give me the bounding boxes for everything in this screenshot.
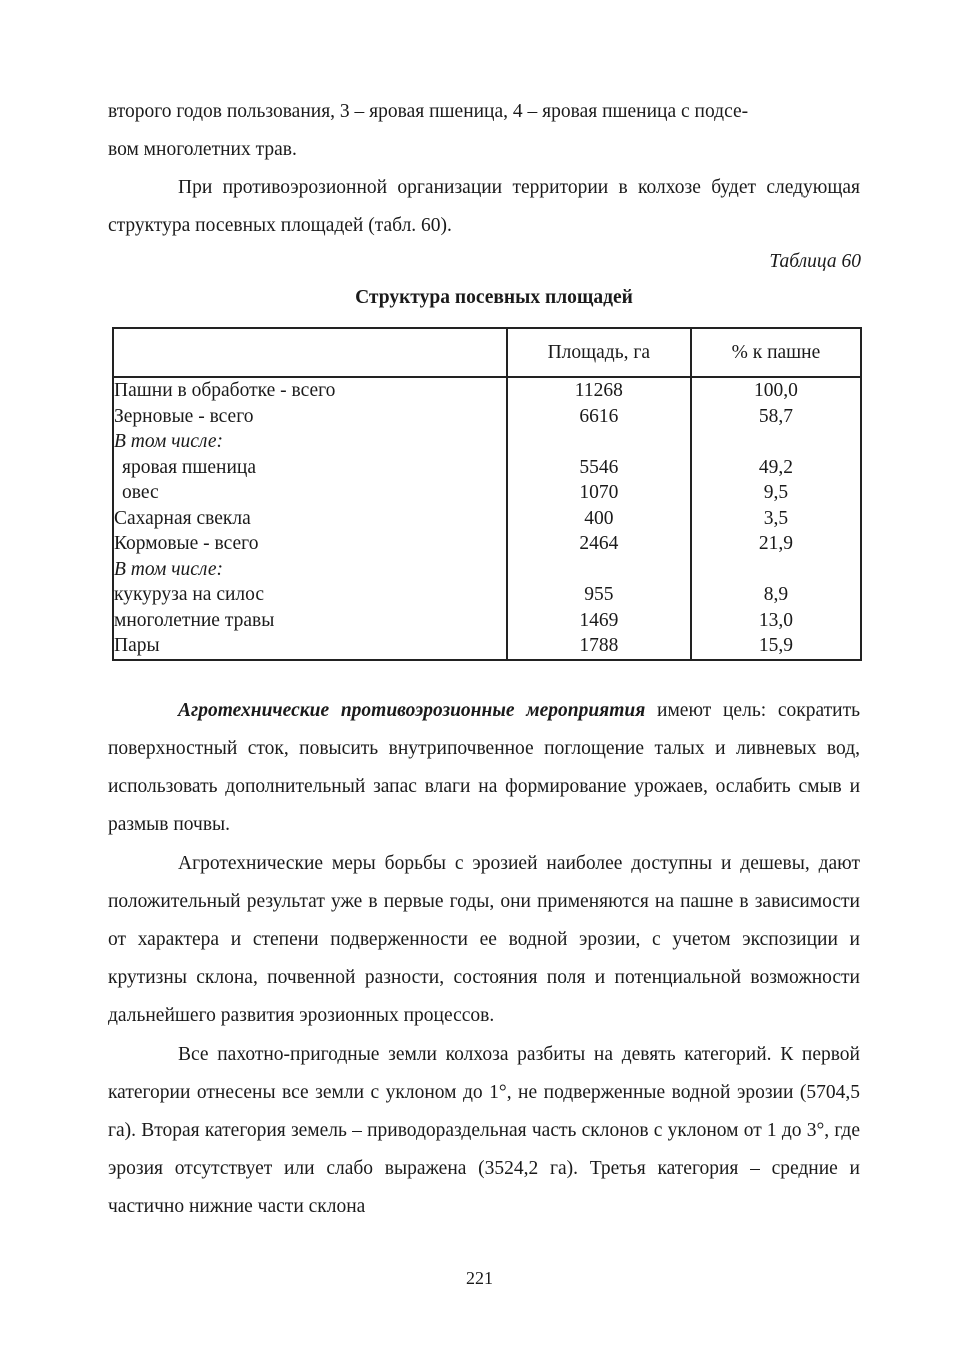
row-percent: 58,7 bbox=[691, 404, 861, 430]
row-area: 1469 bbox=[507, 608, 691, 634]
table-row bbox=[113, 404, 861, 430]
row-percent: 3,5 bbox=[691, 506, 861, 532]
row-name: Пашни в обработке - всего bbox=[113, 377, 507, 404]
row-area bbox=[507, 557, 691, 583]
row-percent: 21,9 bbox=[691, 531, 861, 557]
categories-paragraph: Все пахотно-пригодные земли колхоза разбиты на девять категорий. К первой категории отнесены все земли с уклоном до 1°, не подверженные водной эрозии (5704,5 га). Вторая категория земель – приводораздельная часть склонов с уклоном от 1 до 3°, где эрозия отсутствует или слабо выражена (3524,2 га). Третья категория – средние и частично нижние части склона bbox=[108, 1044, 860, 1217]
table-row bbox=[113, 582, 861, 608]
header-area: Площадь, га bbox=[507, 328, 691, 377]
row-percent: 49,2 bbox=[691, 455, 861, 481]
row-area: 1070 bbox=[507, 480, 691, 506]
row-name: овес bbox=[113, 480, 507, 506]
row-name: Кормовые - всего bbox=[113, 531, 507, 557]
row-name: кукуруза на силос bbox=[113, 582, 507, 608]
row-area: 5546 bbox=[507, 455, 691, 481]
table-row bbox=[113, 557, 861, 583]
structure-paragraph: При противоэрозионной организации территории в колхозе будет следующая структура посевных площадей (табл. 60). bbox=[108, 177, 860, 236]
crop-structure-table bbox=[112, 327, 862, 661]
page-number: 221 bbox=[466, 1268, 493, 1288]
row-name: многолетние травы bbox=[113, 608, 507, 634]
row-name: В том числе: bbox=[113, 429, 507, 455]
table-label: Таблица 60 bbox=[769, 251, 861, 272]
row-percent: 9,5 bbox=[691, 480, 861, 506]
row-percent bbox=[691, 429, 861, 455]
row-area bbox=[507, 429, 691, 455]
table-row bbox=[113, 531, 861, 557]
row-area: 1788 bbox=[507, 633, 691, 660]
intro-line-1: второго годов пользования, 3 – яровая пшеница, 4 – яровая пшеница с подсе- bbox=[108, 101, 749, 122]
table-title: Структура посевных площадей bbox=[355, 287, 633, 308]
row-area: 400 bbox=[507, 506, 691, 532]
table-row bbox=[113, 506, 861, 532]
row-area: 955 bbox=[507, 582, 691, 608]
table-row bbox=[113, 377, 861, 404]
row-area: 2464 bbox=[507, 531, 691, 557]
row-percent: 15,9 bbox=[691, 633, 861, 660]
row-name: Зерновые - всего bbox=[113, 404, 507, 430]
row-percent: 13,0 bbox=[691, 608, 861, 634]
intro-line-2: вом многолетних трав. bbox=[108, 139, 297, 160]
row-percent: 8,9 bbox=[691, 582, 861, 608]
table-row bbox=[113, 480, 861, 506]
row-name: Сахарная свекла bbox=[113, 506, 507, 532]
row-name: Пары bbox=[113, 633, 507, 660]
header-name bbox=[113, 328, 507, 377]
agrotechnical-text: имеют цель: сократить поверхностный сток, повысить внутрипочвенное поглощение талых и ливневых вод, использовать дополнительный запас влаги на формирование урожаев, ослабить смыв и размыв почвы. bbox=[108, 700, 860, 835]
measures-paragraph: Агротехнические меры борьбы с эрозией наиболее доступны и дешевы, дают положительный результат уже в первые годы, они применяются на пашне в зависимости от характера и степени подверженности ее водной эрозии, с учетом экспозиции и крутизны склона, почвенной разности, состояния поля и потенциальной возможности дальнейшего развития эрозионных процессов. bbox=[108, 853, 860, 1026]
intro-paragraph bbox=[108, 93, 860, 169]
row-percent bbox=[691, 557, 861, 583]
header-percent: % к пашне bbox=[691, 328, 861, 377]
agrotechnical-paragraph bbox=[108, 692, 860, 844]
row-area: 6616 bbox=[507, 404, 691, 430]
table-row bbox=[113, 633, 861, 660]
row-name: яровая пшеница bbox=[113, 455, 507, 481]
table-row bbox=[113, 455, 861, 481]
table-row bbox=[113, 429, 861, 455]
agrotechnical-emphasis: Агротехнические противоэрозионные мероприятия bbox=[178, 700, 646, 721]
table-header-row bbox=[113, 328, 861, 377]
row-name: В том числе: bbox=[113, 557, 507, 583]
table-row bbox=[113, 608, 861, 634]
row-area: 11268 bbox=[507, 377, 691, 404]
row-percent: 100,0 bbox=[691, 377, 861, 404]
